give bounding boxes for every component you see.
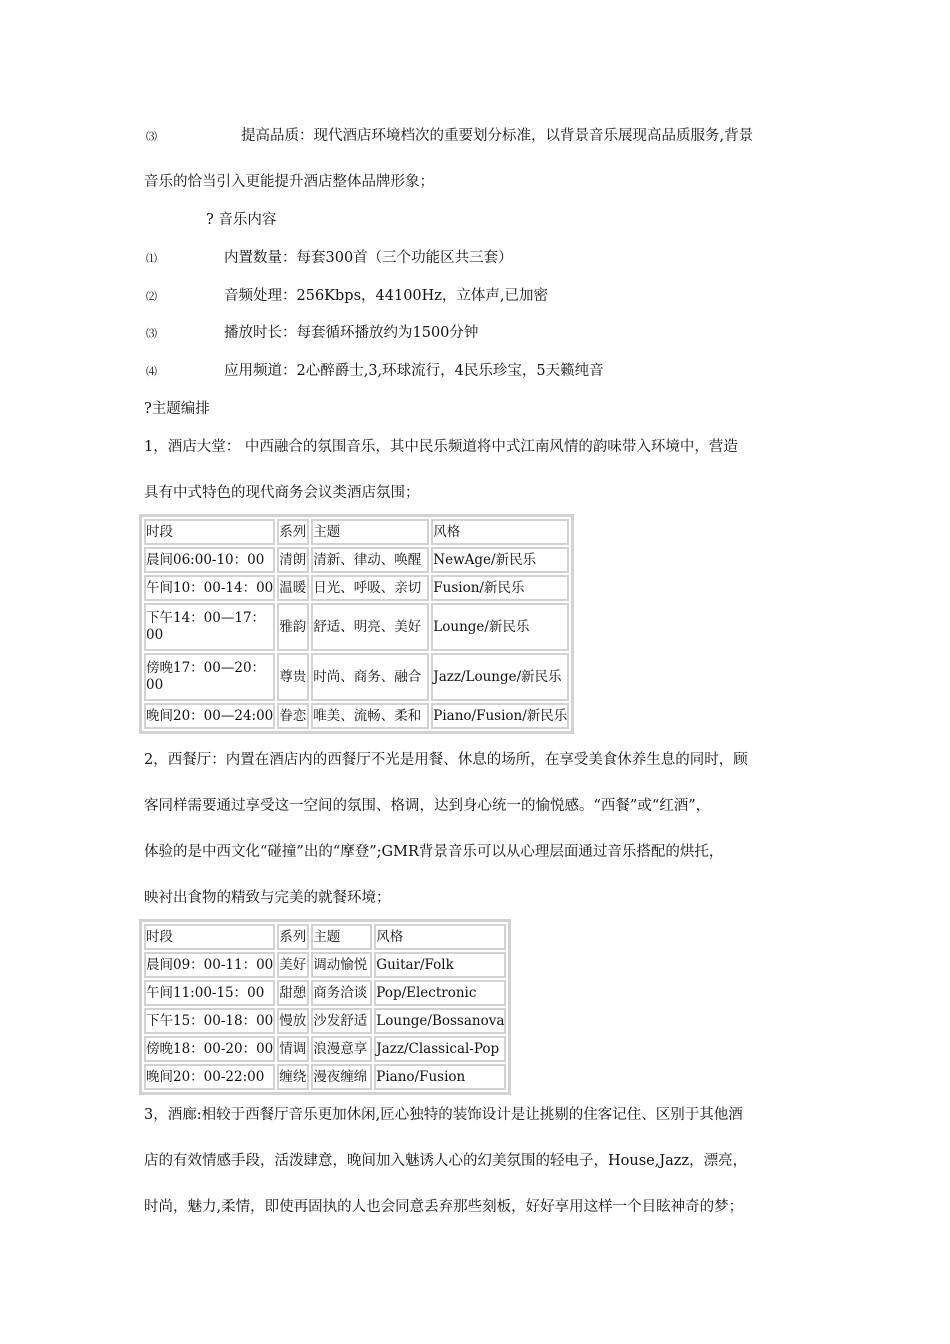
- paragraph-line: 提高品质：现代酒店环境档次的重要划分标准，以背景音乐展现高品质服务,背景: [241, 128, 754, 144]
- table-header-cell: 主题: [311, 519, 429, 545]
- table-cell: 晨间09：00-11：00: [144, 952, 275, 978]
- table-header-cell: 时段: [144, 519, 275, 545]
- table-row: [144, 980, 506, 1006]
- table-cell: Jazz/Classical-Pop: [374, 1036, 506, 1062]
- table-row: [144, 1036, 506, 1062]
- table-row: [144, 603, 569, 651]
- table-header-cell: 系列: [277, 924, 309, 950]
- paragraph-line: 具有中式特色的现代商务会议类酒店氛围；: [144, 485, 420, 501]
- table-header-row: [144, 924, 506, 950]
- table-cell: 慢放: [277, 1008, 309, 1034]
- table-cell: 美好: [277, 952, 309, 978]
- lobby-schedule-table: [139, 514, 574, 734]
- table-cell: Piano/Fusion: [374, 1064, 506, 1090]
- table-row: [144, 575, 569, 601]
- table-cell: 晚间20：00-22:00: [144, 1064, 275, 1090]
- paragraph-line: 店的有效情感手段，活泼肆意，晚间加入魅诱人心的幻美氛围的轻电子，House,Jazz，漂亮，: [144, 1153, 748, 1169]
- list-item: 应用频道：2心醉爵士,3,环球流行，4民乐珍宝，5天籁纯音: [224, 363, 604, 379]
- table-cell: 午间10：00-14：00: [144, 575, 275, 601]
- table-row: [144, 547, 569, 573]
- list-number: ⑶: [146, 327, 157, 340]
- table-cell: 尊贵: [277, 653, 309, 701]
- table-header-cell: 时段: [144, 924, 275, 950]
- table-cell: 傍晚18：00-20：00: [144, 1036, 275, 1062]
- table-header-cell: 风格: [431, 519, 569, 545]
- table-cell: NewAge/新民乐: [431, 547, 569, 573]
- table-cell: 下午14：00—17：00: [144, 603, 275, 651]
- paragraph-line: 客同样需要通过享受这一空间的氛围、格调，达到身心统一的愉悦感。“西餐”或“红酒”，: [144, 798, 711, 814]
- paragraph-line: 体验的是中西文化“碰撞”出的“摩登”;GMR背景音乐可以从心理层面通过音乐搭配的烘托，: [144, 844, 724, 860]
- table-row: [144, 1064, 506, 1090]
- table-cell: 舒适、明亮、美好: [311, 603, 429, 651]
- table-header-row: [144, 519, 569, 545]
- list-item: 内置数量：每套300首（三个功能区共三套）: [224, 250, 513, 266]
- restaurant-schedule-table: [139, 919, 511, 1095]
- list-number: ⑴: [146, 252, 157, 265]
- table-row: [144, 653, 569, 701]
- table-cell: Pop/Electronic: [374, 980, 506, 1006]
- table-cell: 傍晚17：00—20：00: [144, 653, 275, 701]
- table-cell: 下午15：00-18：00: [144, 1008, 275, 1034]
- table-cell: 甜憩: [277, 980, 309, 1006]
- table-row: [144, 952, 506, 978]
- table-cell: 眷恋: [277, 703, 309, 729]
- paragraph-line: 2，西餐厅：内置在酒店内的西餐厅不光是用餐、休息的场所，在享受美食休养生息的同时，顾: [144, 752, 748, 768]
- table-cell: Piano/Fusion/新民乐: [431, 703, 569, 729]
- table-cell: 情调: [277, 1036, 309, 1062]
- table-row: [144, 1008, 506, 1034]
- table-cell: 晚间20：00—24:00: [144, 703, 275, 729]
- table-cell: 商务洽谈: [311, 980, 372, 1006]
- table-cell: 漫夜缠绵: [311, 1064, 372, 1090]
- table-cell: 雅韵: [277, 603, 309, 651]
- table-cell: 调动愉悦: [311, 952, 372, 978]
- list-number: ⑷: [146, 365, 157, 378]
- table-cell: Guitar/Folk: [374, 952, 506, 978]
- table-cell: 清新、律动、唤醒: [311, 547, 429, 573]
- paragraph-line: 3，酒廊:相较于西餐厅音乐更加休闲,匠心独特的装饰设计是让挑剔的住客记住、区别于其他酒: [144, 1107, 743, 1123]
- table-cell: 浪漫意享: [311, 1036, 372, 1062]
- table-cell: 清朗: [277, 547, 309, 573]
- table-cell: 时尚、商务、融合: [311, 653, 429, 701]
- paragraph-line: 映衬出食物的精致与完美的就餐环境；: [144, 890, 391, 906]
- list-item: 播放时长：每套循环播放约为1500分钟: [224, 325, 479, 341]
- paragraph-line: 音乐的恰当引入更能提升酒店整体品牌形象；: [144, 174, 434, 190]
- table-header-cell: 风格: [374, 924, 506, 950]
- table-cell: 晨间06:00-10：00: [144, 547, 275, 573]
- section-heading: ? 音乐内容: [206, 212, 277, 228]
- table-cell: 唯美、流畅、柔和: [311, 703, 429, 729]
- table-cell: 日光、呼吸、亲切: [311, 575, 429, 601]
- table-row: [144, 703, 569, 729]
- table-cell: 温暖: [277, 575, 309, 601]
- table-cell: Lounge/新民乐: [431, 603, 569, 651]
- paragraph-line: 1，酒店大堂： 中西融合的氛围音乐，其中民乐频道将中式江南风情的韵味带入环境中，营造: [144, 439, 738, 455]
- section-heading: ?主题编排: [144, 401, 210, 417]
- table-cell: 午间11:00-15：00: [144, 980, 275, 1006]
- table-header-cell: 主题: [311, 924, 372, 950]
- table-cell: 缠绕: [277, 1064, 309, 1090]
- list-item: 音频处理：256Kbps，44100Hz，立体声,已加密: [224, 288, 549, 304]
- list-number: ⑶: [146, 130, 157, 143]
- table-cell: Fusion/新民乐: [431, 575, 569, 601]
- table-header-cell: 系列: [277, 519, 309, 545]
- paragraph-line: 时尚，魅力,柔情，即使再固执的人也会同意丢弃那些刻板，好好享用这样一个目眩神奇的梦；: [144, 1199, 744, 1215]
- list-number: ⑵: [146, 290, 157, 303]
- table-cell: Jazz/Lounge/新民乐: [431, 653, 569, 701]
- table-cell: Lounge/Bossanova: [374, 1008, 506, 1034]
- table-cell: 沙发舒适: [311, 1008, 372, 1034]
